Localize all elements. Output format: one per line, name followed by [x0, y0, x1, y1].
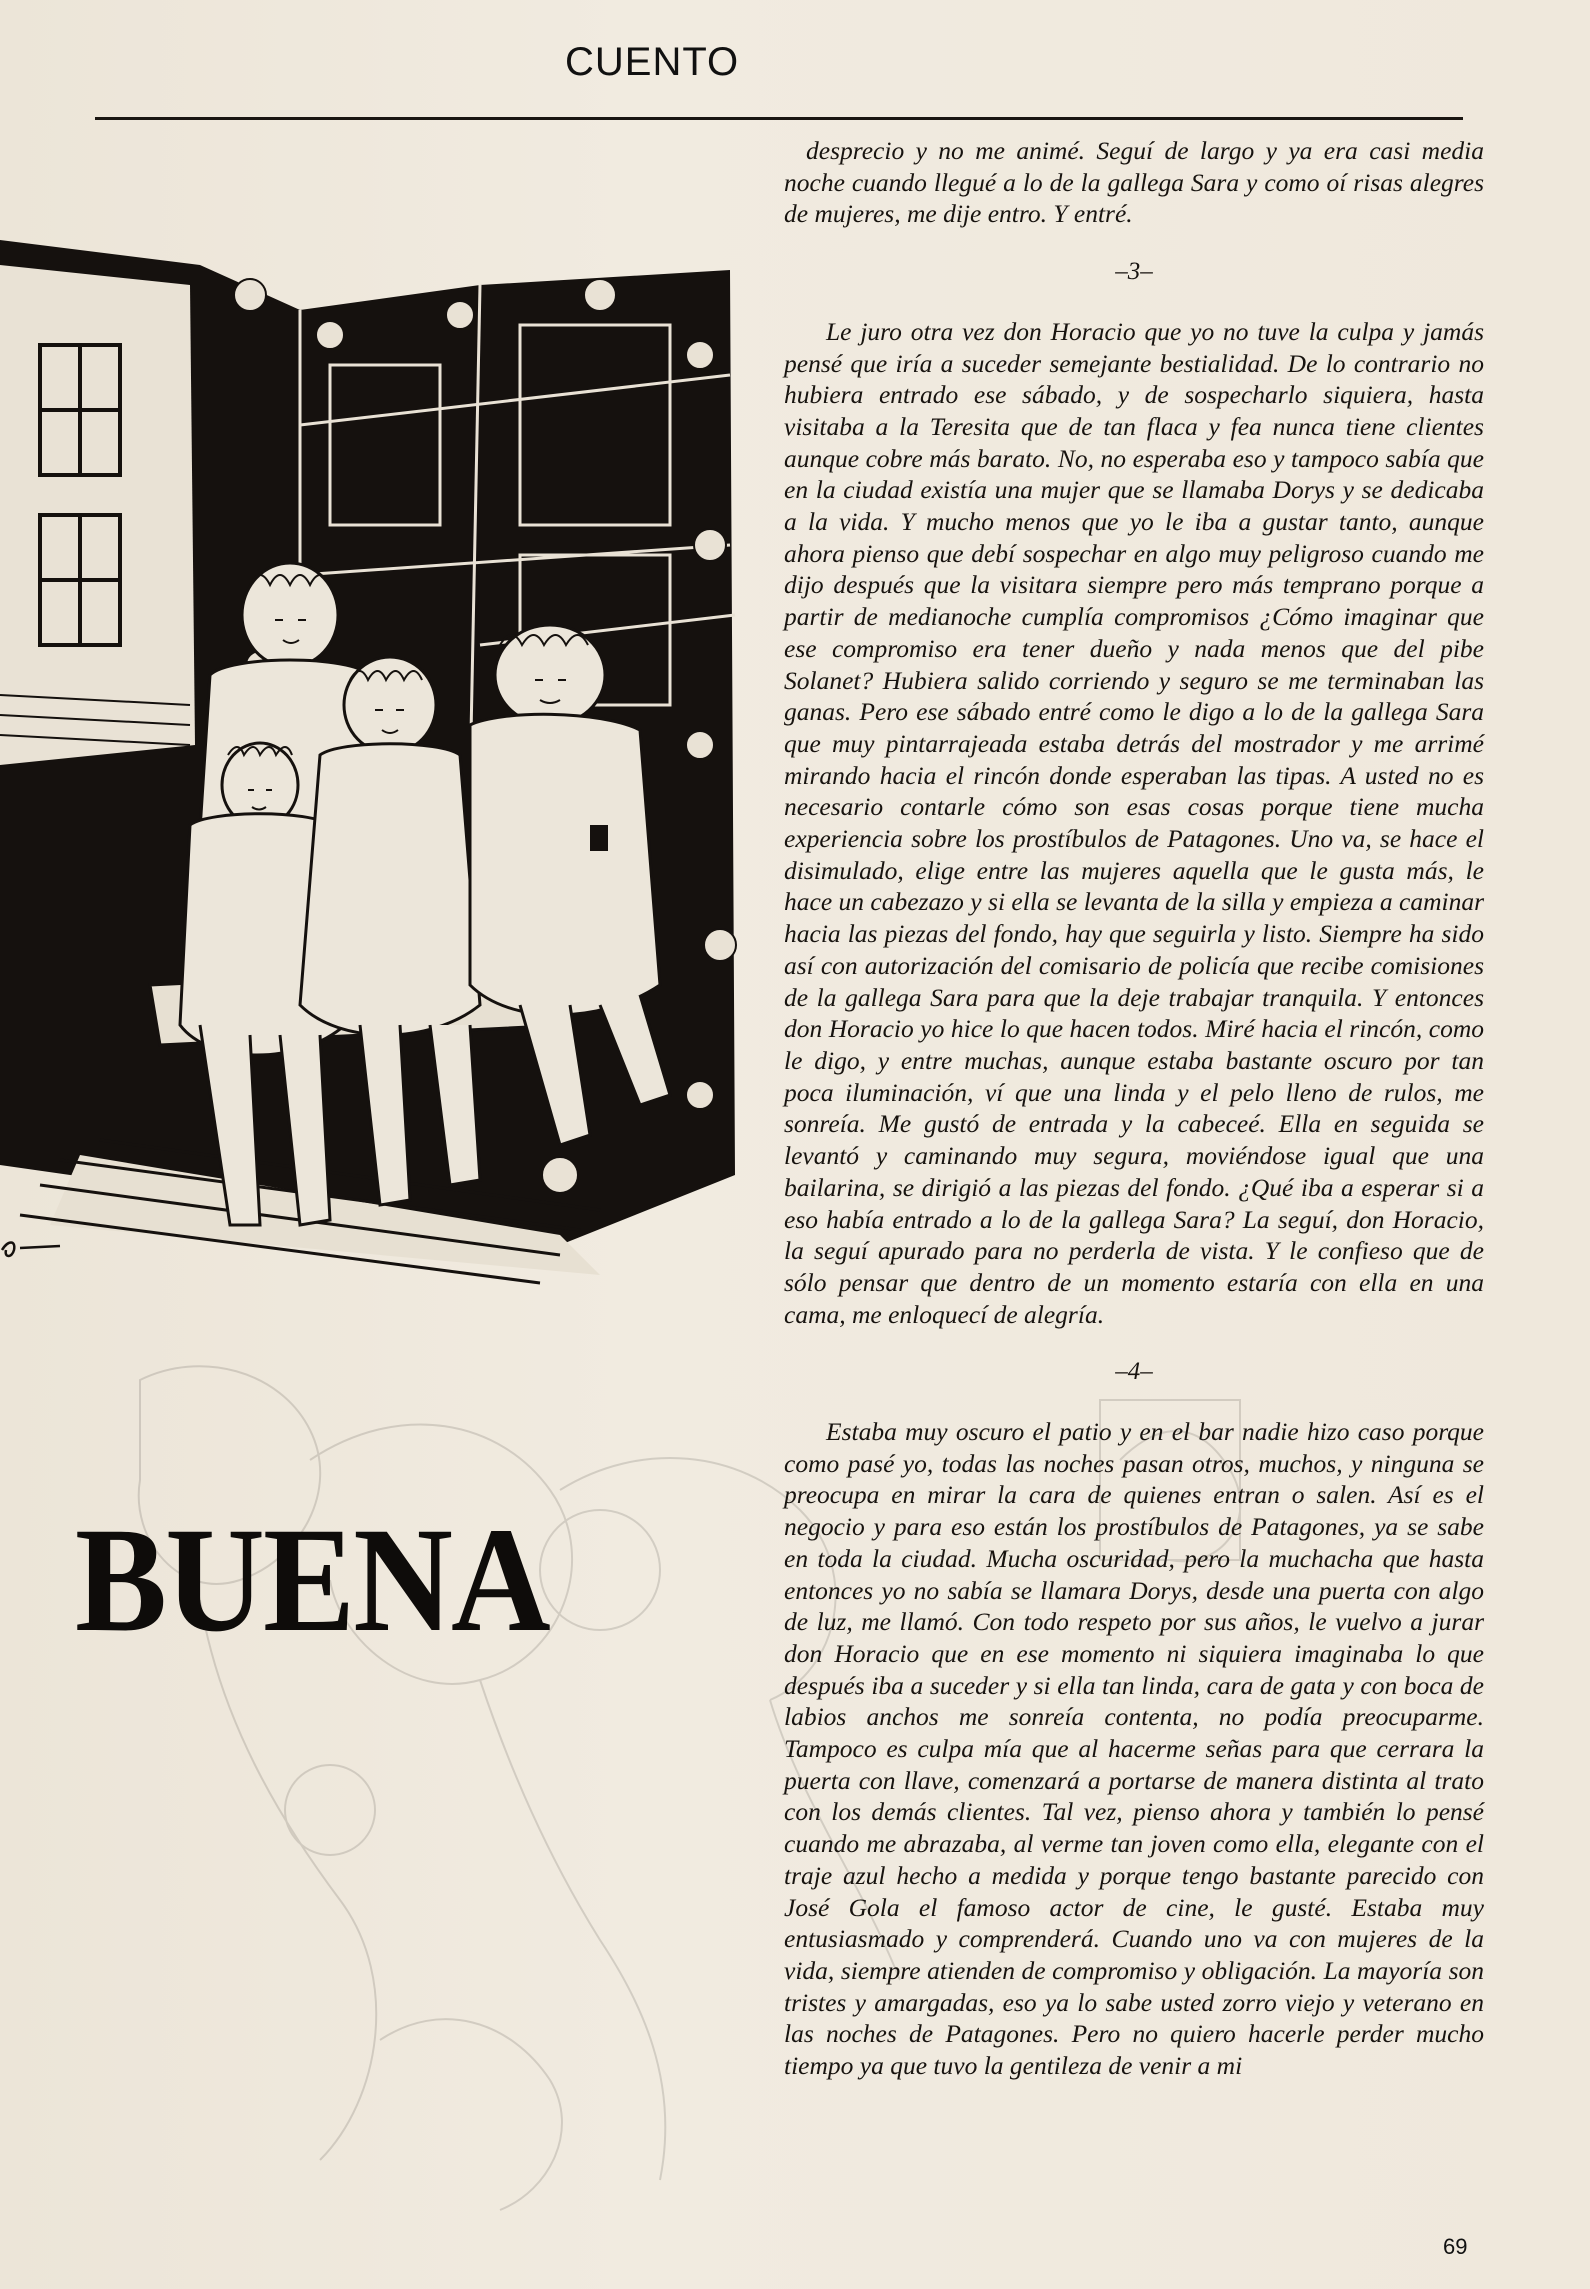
paragraph-continued: desprecio y no me animé. Seguí de largo y ya era casi media noche cuando llegué a lo de la gallega Sara y como oí risas alegres de mujeres, me dije entro. Y entré.	[784, 136, 1484, 229]
paragraph-section-4: Estaba muy oscuro el patio y en el bar nadie hizo caso porque como pasé yo, todas las noches pasan otros, muchos, y ninguna se preocupa en mirar la cara de quienes entran o salen. Así es el negocio y para eso están los prostíbulos de Patagones, ya se sabe en toda la ciudad. Mucha oscuridad, pero la muchacha que hasta entonces yo no sabía se llamara Dorys, desde una puerta con algo de luz, me llamó. Con todo respeto por sus años, le vuelvo a jurar don Horacio que en ese momento ni siquiera imaginaba lo que después iba a suceder y si ella tan linda, cara de gata y con boca de labios anchos me sonreía contenta, no podía preocuparme. Tampoco es culpa mía que al hacerme señas para que cerrara la puerta con llave, comenzará a portarse de manera distinta al trato con los demás clientes. Tal vez, pienso ahora y también lo pensé cuando me abrazaba, al verme tan joven como ella, elegante con el traje azul hecho a medida y porque tengo bastante parecido con José Gola el famoso actor de cine, le gusté. Estaba muy entusiasmado y comprenderá. Cuando uno va con mujeres de la vida, siempre atienden de compromiso y obligación. La mayoría son tristes y amargadas, eso ya lo sabe usted zorro viejo y veterano en las noches de Patagones. Pero no quiero hacerle perder mucho tiempo ya que tuvo la gentileza de venir a mi	[784, 1417, 1484, 2081]
page-number: 69	[1443, 2234, 1468, 2259]
header-rule	[95, 117, 1463, 120]
brothel-scene-illustration	[0, 225, 760, 1305]
story-text-column	[784, 135, 1484, 2082]
section-number-4: –4–	[1115, 1358, 1153, 1386]
artist-signature	[0, 1232, 80, 1262]
story-title: BUENA	[75, 1497, 549, 1663]
paragraph-section-3: Le juro otra vez don Horacio que yo no tuve la culpa y jamás pensé que iría a suceder semejante bestialidad. De lo contrario no hubiera entrado ese sábado, y de sospecharlo siquiera, hasta visitaba a la Teresita que de tan flaca y fea nunca tiene clientes aunque cobre más barato. No, no esperaba eso y tampoco sabía que en la ciudad existía una mujer que se llamaba Dorys y se dedicaba a la vida. Y mucho menos que yo le iba a gustar tanto, aunque ahora pienso que debí sospechar en algo muy peligroso cuando me dijo después que la visitara siempre pero más temprano porque a partir de medianoche cumplía compromisos ¿Cómo imaginar que ese compromiso era tener dueño y nada menos que del pibe Solanet? Hubiera salido corriendo y seguro se me terminaban las ganas. Pero ese sábado entré como le digo a lo de la gallega Sara que muy pintarrajeada estaba detrás del mostrador y me arrimé mirando hacia el rincón donde esperaban las tipas. A usted no es necesario contarle cómo son esas cosas porque tiene mucha experiencia sobre los prostíbulos de Patagones. Uno va, se hace el disimulado, elige entre las mujeres aquella que le gusta más, le hace un cabezazo y si ella se levanta de la silla y empieza a caminar hacia las piezas del fondo, hay que seguirla y listo. Siempre ha sido así con autorización del comisario de policía que recibe comisiones de la gallega Sara para que la deje trabajar tranquila. Y entonces don Horacio yo hice lo que hacen todos. Miré hacia el rincón, como le digo, y entre muchas, aunque estaba bastante oscuro por tan poca iluminación, ví que una linda y el pelo lleno de rulos, me sonreía. Me gustó de entrada y la cabeceé. Ella en seguida se levantó y caminando muy segura, moviéndose igual que una bailarina, se dirigió a las piezas del fondo. ¿Qué iba a esperar si a eso había entrado a lo de la gallega Sara? La seguí, don Horacio, la seguí apurado para no perderla de vista. Y le confieso que de sólo pensar que dentro de un momento estaría con ella en una cama, me enloquecí de alegría.	[784, 316, 1484, 1329]
section-number-3: –3–	[1115, 258, 1153, 286]
section-label: CUENTO	[565, 40, 740, 84]
